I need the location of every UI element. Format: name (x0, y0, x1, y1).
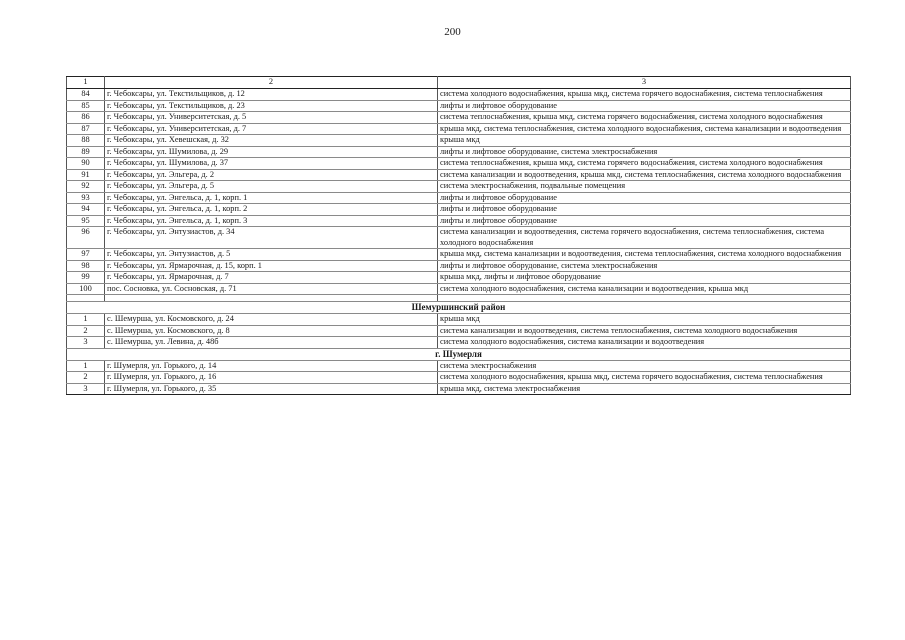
row-number: 84 (67, 89, 105, 101)
row-address: с. Шемурша, ул. Космовского, д. 8 (105, 325, 438, 337)
row-number: 91 (67, 169, 105, 181)
row-address: г. Шумерля, ул. Горького, д. 14 (105, 360, 438, 372)
row-systems: система электроснабжения (438, 360, 851, 372)
table-row (67, 227, 851, 249)
table-row (67, 215, 851, 227)
table-header-row (67, 77, 851, 89)
row-address: г. Чебоксары, ул. Университетская, д. 5 (105, 112, 438, 124)
row-number: 85 (67, 100, 105, 112)
row-number: 100 (67, 283, 105, 295)
row-systems: система канализации и водоотведения, система теплоснабжения, система холодного водоснабжения (438, 325, 851, 337)
table-row (67, 135, 851, 147)
row-address: пос. Сосновка, ул. Сосновская, д. 71 (105, 283, 438, 295)
buildings-table (66, 76, 851, 395)
table-row (67, 100, 851, 112)
table-row (67, 112, 851, 124)
row-address: г. Чебоксары, ул. Текстильщиков, д. 12 (105, 89, 438, 101)
row-address: г. Шумерля, ул. Горького, д. 35 (105, 383, 438, 395)
row-address: г. Чебоксары, ул. Эльгера, д. 2 (105, 169, 438, 181)
row-address: г. Чебоксары, ул. Энтузиастов, д. 5 (105, 249, 438, 261)
row-address: г. Чебоксары, ул. Университетская, д. 7 (105, 123, 438, 135)
row-systems: система теплоснабжения, крыша мкд, система горячего водоснабжения, система холодного водоснабжения (438, 112, 851, 124)
table-row (67, 192, 851, 204)
row-number: 2 (67, 372, 105, 384)
row-systems: система холодного водоснабжения, система канализации и водоотведения, крыша мкд (438, 283, 851, 295)
spacer-row (67, 295, 851, 302)
row-systems: лифты и лифтовое оборудование, система электроснабжения (438, 260, 851, 272)
row-systems: система холодного водоснабжения, крыша мкд, система горячего водоснабжения, система теплоснабжения (438, 372, 851, 384)
table-row (67, 260, 851, 272)
table-row (67, 169, 851, 181)
table-row (67, 325, 851, 337)
row-address: с. Шемурша, ул. Космовского, д. 24 (105, 314, 438, 326)
row-systems: система теплоснабжения, крыша мкд, система горячего водоснабжения, система холодного водоснабжения (438, 158, 851, 170)
row-number: 2 (67, 325, 105, 337)
row-number: 1 (67, 314, 105, 326)
table-row (67, 314, 851, 326)
row-number: 93 (67, 192, 105, 204)
row-address: г. Чебоксары, ул. Энгельса, д. 1, корп. 2 (105, 204, 438, 216)
row-systems: лифты и лифтовое оборудование (438, 204, 851, 216)
row-systems: система канализации и водоотведения, крыша мкд, система теплоснабжения, система холодного водоснабжения (438, 169, 851, 181)
row-number: 3 (67, 337, 105, 349)
row-address: г. Чебоксары, ул. Шумилова, д. 29 (105, 146, 438, 158)
row-systems: лифты и лифтовое оборудование (438, 100, 851, 112)
row-systems: лифты и лифтовое оборудование, система электроснабжения (438, 146, 851, 158)
row-systems: крыша мкд (438, 135, 851, 147)
row-address: г. Чебоксары, ул. Энгельса, д. 1, корп. 1 (105, 192, 438, 204)
section-heading-row (67, 348, 851, 360)
row-systems: система холодного водоснабжения, система канализации и водоотведения (438, 337, 851, 349)
row-number: 92 (67, 181, 105, 193)
row-systems: система холодного водоснабжения, крыша мкд, система горячего водоснабжения, система теплоснабжения (438, 89, 851, 101)
table-row (67, 272, 851, 284)
row-number: 87 (67, 123, 105, 135)
row-number: 96 (67, 227, 105, 249)
row-number: 98 (67, 260, 105, 272)
table-row (67, 181, 851, 193)
table-row (67, 249, 851, 261)
row-number: 3 (67, 383, 105, 395)
table-row (67, 372, 851, 384)
row-systems: крыша мкд, система электроснабжения (438, 383, 851, 395)
row-address: г. Шумерля, ул. Горького, д. 16 (105, 372, 438, 384)
row-address: с. Шемурша, ул. Левина, д. 48б (105, 337, 438, 349)
row-systems: крыша мкд, лифты и лифтовое оборудование (438, 272, 851, 284)
column-header-address: 2 (105, 77, 438, 89)
row-address: г. Чебоксары, ул. Текстильщиков, д. 23 (105, 100, 438, 112)
row-number: 88 (67, 135, 105, 147)
table-row (67, 360, 851, 372)
column-header-systems: 3 (438, 77, 851, 89)
table-row (67, 337, 851, 349)
row-number: 89 (67, 146, 105, 158)
row-number: 94 (67, 204, 105, 216)
row-address: г. Чебоксары, ул. Ярмарочная, д. 15, корп. 1 (105, 260, 438, 272)
row-number: 1 (67, 360, 105, 372)
section-heading-row (67, 302, 851, 314)
row-systems: система электроснабжения, подвальные помещения (438, 181, 851, 193)
row-address: г. Чебоксары, ул. Энгельса, д. 1, корп. 3 (105, 215, 438, 227)
row-address: г. Чебоксары, ул. Хевешская, д. 32 (105, 135, 438, 147)
table-row (67, 158, 851, 170)
row-systems: крыша мкд, система теплоснабжения, система холодного водоснабжения, система канализации и водоотведения (438, 123, 851, 135)
column-header-number: 1 (67, 77, 105, 89)
row-address: г. Чебоксары, ул. Ярмарочная, д. 7 (105, 272, 438, 284)
table-row (67, 204, 851, 216)
table-row (67, 146, 851, 158)
row-systems: крыша мкд (438, 314, 851, 326)
row-number: 95 (67, 215, 105, 227)
row-systems: система канализации и водоотведения, система горячего водоснабжения, система теплоснабжения, система холодного водоснабжения (438, 227, 851, 249)
row-systems: лифты и лифтовое оборудование (438, 215, 851, 227)
table-row (67, 283, 851, 295)
table-row (67, 123, 851, 135)
row-number: 99 (67, 272, 105, 284)
row-systems: лифты и лифтовое оборудование (438, 192, 851, 204)
table-body (67, 89, 851, 395)
table-row (67, 383, 851, 395)
row-address: г. Чебоксары, ул. Эльгера, д. 5 (105, 181, 438, 193)
row-address: г. Чебоксары, ул. Энтузиастов, д. 34 (105, 227, 438, 249)
row-systems: крыша мкд, система канализации и водоотведения, система теплоснабжения, система холодного водоснабжения (438, 249, 851, 261)
row-address: г. Чебоксары, ул. Шумилова, д. 37 (105, 158, 438, 170)
page-number: 200 (444, 26, 461, 38)
row-number: 90 (67, 158, 105, 170)
table-row (67, 89, 851, 101)
section-title: г. Шумерля (67, 348, 851, 360)
row-number: 97 (67, 249, 105, 261)
section-title: Шемуршинский район (67, 302, 851, 314)
row-number: 86 (67, 112, 105, 124)
